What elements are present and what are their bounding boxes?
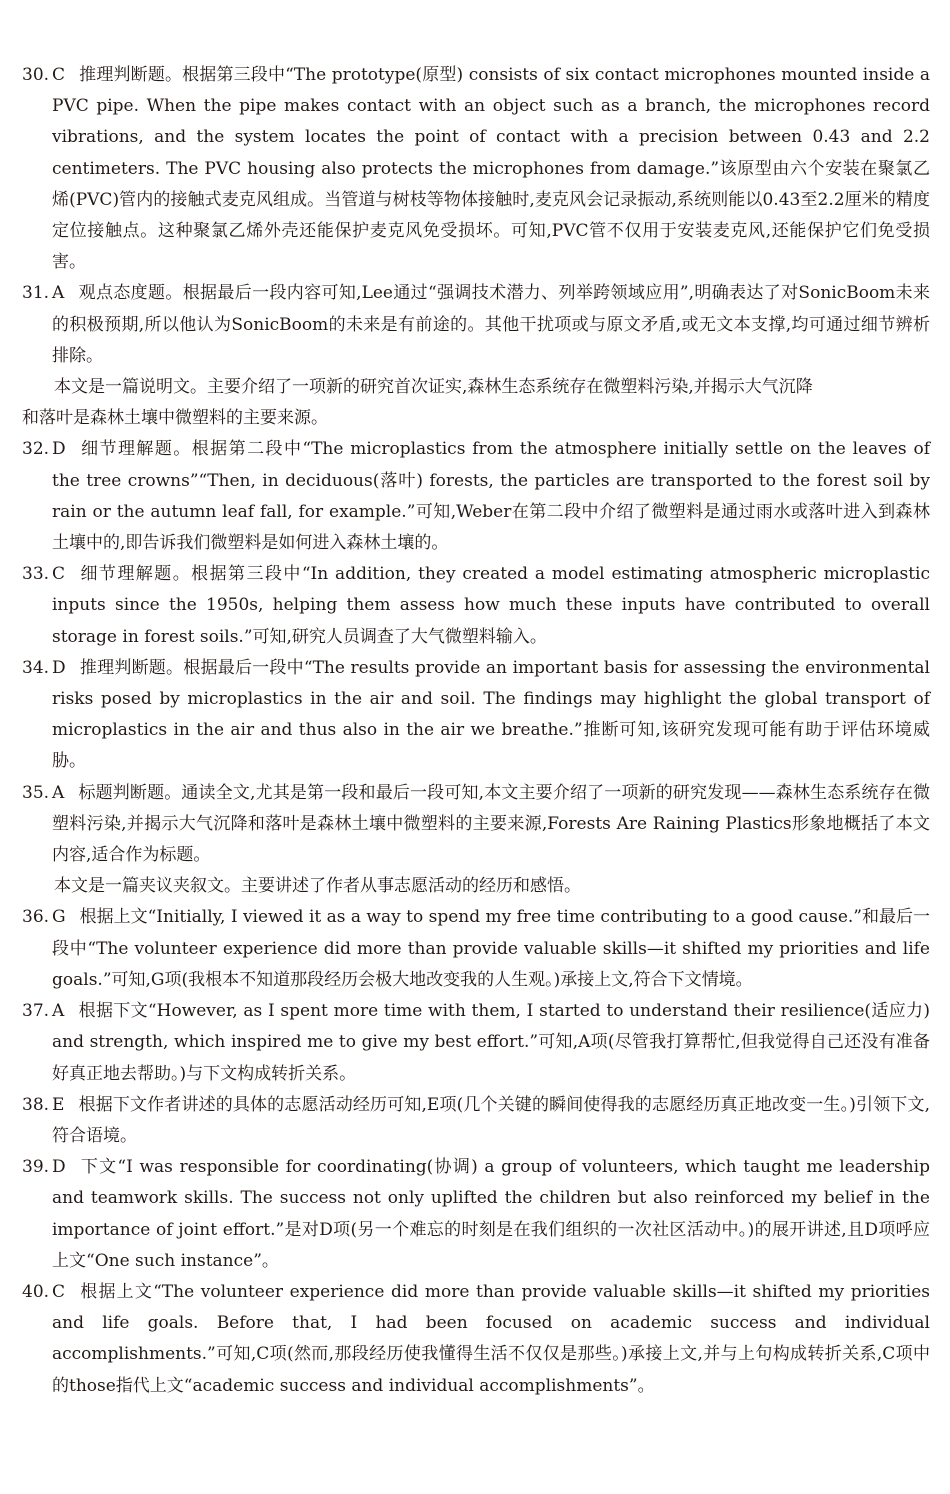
answer-letter: A — [52, 283, 65, 304]
question-number: 38. — [22, 1094, 50, 1115]
explanation-text: 根据下文“However, as I spent more time with them, I started to understand their resilience(适应力) and strength, which inspired me to give my best effort.”可知,A项(尽管我打算帮忙,但我觉得自己还没有准备好真正地去帮助。)与下文构成转折关系。 — [52, 1001, 930, 1084]
answer-letter: D — [52, 439, 66, 460]
answer-item-30 — [22, 60, 930, 278]
answer-letter: E — [52, 1094, 65, 1115]
answer-letter: A — [52, 1001, 65, 1022]
explanation-text: 细节理解题。根据第二段中“The microplastics from the atmosphere initially settle on the leaves of the tree crowns”“Then, in deciduous(落叶) forests, the particles are transported to the forest soil by rain or the autumn leaf fall, for example.”可知,Weber在第二段中介绍了微塑料是通过雨水或落叶进入到森林土壤中的,即告诉我们微塑料是如何进入森林土壤的。 — [52, 439, 930, 554]
explanation-text: 细节理解题。根据第三段中“In addition, they created a model estimating atmospheric microplastic inputs since the 1950s, helping them assess how much these inputs have contributed to overall storage in forest soils.”可知,研究人员调查了大气微塑料输入。 — [52, 564, 930, 647]
answer-letter: C — [52, 1281, 66, 1302]
answer-item-40 — [22, 1277, 930, 1402]
explanation-text: 根据下文作者讲述的具体的志愿活动经历可知,E项(几个关键的瞬间使得我的志愿经历真正地改变一生。)引领下文,符合语境。 — [52, 1094, 930, 1146]
intro-text: 本文是一篇夹议夹叙文。主要讲述了作者从事志愿活动的经历和感悟。 — [54, 876, 581, 897]
answer-letter: A — [52, 782, 65, 803]
answer-item-39 — [22, 1152, 930, 1277]
answer-letter: C — [52, 564, 66, 585]
explanation-text: 观点态度题。根据最后一段内容可知,Lee通过“强调技术潜力、列举跨领域应用”,明确表达了对SonicBoom未来的积极预期,所以他认为SonicBoom的未来是有前途的。其他干扰项或与原文矛盾,或无文本支撑,均可通过细节辨析排除。 — [52, 283, 930, 366]
answer-item-37 — [22, 996, 930, 1090]
answer-letter: C — [52, 65, 66, 85]
question-number: 32. — [22, 439, 50, 460]
answer-item-32 — [22, 434, 930, 559]
question-number: 31. — [22, 283, 50, 304]
question-number: 39. — [22, 1157, 50, 1178]
answer-item-38 — [22, 1090, 930, 1152]
intro-continuation: 和落叶是森林土壤中微塑料的主要来源。 — [22, 408, 328, 429]
explanation-text: 根据上文“The volunteer experience did more than provide valuable skills—it shifted my priorities and life goals. Before that, I had been focused on academic success and individual accomplishments.”可知,C项(然而,那段经历使我懂得生活不仅仅是那些。)承接上文,并与上句构成转折关系,C项中的those指代上文“academic success and individual accomplishments”。 — [52, 1281, 930, 1396]
answer-letter: D — [52, 1157, 66, 1178]
question-number: 30. — [22, 65, 50, 85]
explanation-text: 标题判断题。通读全文,尤其是第一段和最后一段可知,本文主要介绍了一项新的研究发现——森林生态系统存在微塑料污染,并揭示大气沉降和落叶是森林土壤中微塑料的主要来源,Forests Are Raining Plastics形象地概括了本文内容,适合作为标题。 — [52, 782, 930, 866]
answer-letter: G — [52, 907, 66, 928]
passage-intro-c — [22, 372, 930, 434]
answer-letter: D — [52, 657, 66, 678]
answer-explanations-page — [22, 60, 930, 1402]
answer-item-36 — [22, 902, 930, 996]
answer-item-34 — [22, 653, 930, 778]
answer-item-31 — [22, 278, 930, 372]
explanation-text: 下文“I was responsible for coordinating(协调) a group of volunteers, which taught me leadership and teamwork skills. The success not only uplifted the children but also reinforced my belief in the importance of joint effort.”是对D项(另一个难忘的时刻是在我们组织的一次社区活动中。)的展开讲述,且D项呼应上文“One such instance”。 — [52, 1157, 930, 1271]
answer-item-33 — [22, 559, 930, 653]
explanation-text: 推理判断题。根据最后一段中“The results provide an important basis for assessing the environmental risks posed by microplastics in the air and soil. The findings may highlight the global transport of microplastics in the air and thus also in the air we breathe.”推断可知,该研究发现可能有助于评估环境威胁。 — [52, 657, 930, 772]
question-number: 34. — [22, 657, 50, 678]
question-number: 36. — [22, 907, 50, 928]
explanation-text: 根据上文“Initially, I viewed it as a way to spend my free time contributing to a good cause.”和最后一段中“The volunteer experience did more than provide valuable skills—it shifted my priorities and life goals.”可知,G项(我根本不知道那段经历会极大地改变我的人生观。)承接上文,符合下文情境。 — [52, 907, 930, 990]
question-number: 35. — [22, 782, 50, 803]
passage-intro-d — [22, 871, 930, 902]
question-number: 33. — [22, 564, 50, 585]
question-number: 37. — [22, 1001, 50, 1022]
explanation-text: 推理判断题。根据第三段中“The prototype(原型) consists of six contact microphones mounted inside a PVC pipe. When the pipe makes contact with an object such as a branch, the microphones record vibrations, and the system locates the point of contact with a precision between 0.43 and 2.2 centimeters. The PVC housing also protects the microphones from damage.”该原型由六个安装在聚氯乙烯(PVC)管内的接触式麦克风组成。当管道与树枝等物体接触时,麦克风会记录振动,系统则能以0.43至2.2厘米的精度定位接触点。这种聚氯乙烯外壳还能保护麦克风免受损坏。可知,PVC管不仅用于安装麦克风,还能保护它们免受损害。 — [52, 65, 930, 273]
intro-first-line: 本文是一篇说明文。主要介绍了一项新的研究首次证实,森林生态系统存在微塑料污染,并揭示大气沉降 — [54, 377, 813, 398]
answer-item-35 — [22, 778, 930, 872]
question-number: 40. — [22, 1281, 50, 1302]
